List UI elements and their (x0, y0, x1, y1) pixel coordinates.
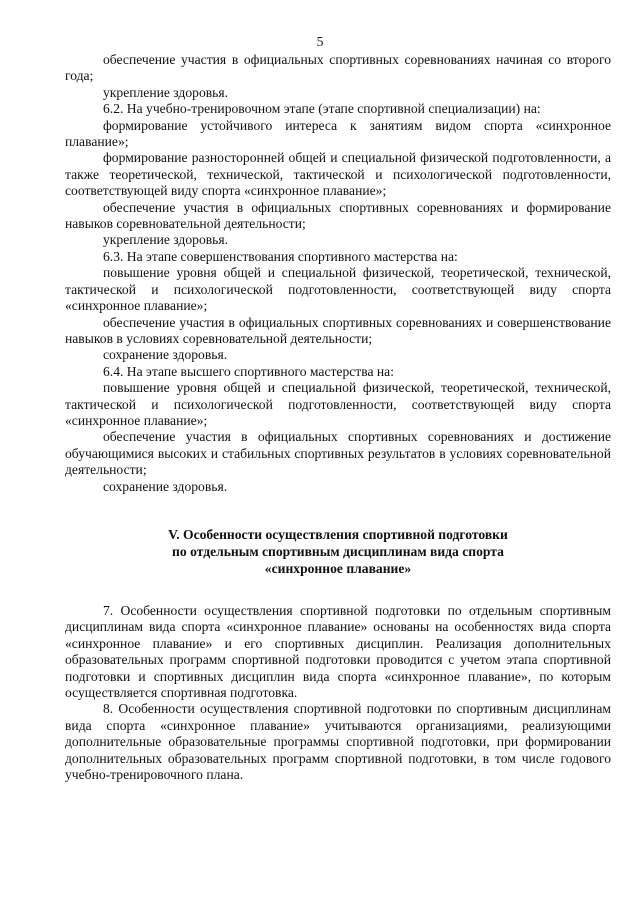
paragraph: обеспечение участия в официальных спортивных соревнованиях и достижение обучающимися высоких и стабильных спортивных результатов в условиях соревновательной деятельности; (65, 429, 611, 478)
section-heading-line: V. Особенности осуществления спортивной подготовки (168, 526, 508, 542)
paragraph: укрепление здоровья. (103, 84, 229, 100)
paragraph: 6.2. На учебно-тренировочном этапе (этапе спортивной специализации) на: (103, 101, 541, 117)
paragraph: укрепление здоровья. (103, 232, 229, 248)
paragraph: 8. Особенности осуществления спортивной подготовки по спортивным дисциплинам вида спорта «синхронное плавание» учитываются организациями, реализующими дополнительные образовательные программы спортивной подготовки, при формировании дополнительных образовательных программ спортивной подготовки, в том числе годового учебно-тренировочного плана. (65, 701, 611, 783)
section-heading-line: «синхронное плавание» (264, 560, 412, 576)
paragraph: сохранение здоровья. (103, 478, 228, 494)
paragraph: обеспечение участия в официальных спортивных соревнованиях и формирование навыков соревновательной деятельности; (65, 199, 611, 232)
paragraph: обеспечение участия в официальных спортивных соревнованиях начиная со второго года; (65, 52, 611, 84)
paragraph: 6.3. На этапе совершенствования спортивного мастерства на: (103, 248, 458, 264)
paragraph: повышение уровня общей и специальной физической, теоретической, технической, тактической и психологической подготовленности, соответствующей виду спорта «синхронное плавание»; (65, 380, 611, 428)
paragraph: формирование разносторонней общей и специальной физической подготовленности, а также теоретической, технической, тактической и психологической подготовленности, соответствующей виду спорта «синхронное плавание»; (65, 150, 611, 199)
section-heading-line: по отдельным спортивным дисциплинам вида спорта (172, 543, 504, 559)
paragraph: 6.4. На этапе высшего спортивного мастерства на: (103, 363, 394, 379)
paragraph: обеспечение участия в официальных спортивных соревнованиях и совершенствование навыков в условиях соревновательной деятельности; (65, 314, 611, 346)
paragraph: формирование устойчивого интереса к занятиям видом спорта «синхронное плавание»; (65, 117, 611, 150)
paragraph: повышение уровня общей и специальной физической, теоретической, технической, тактической и психологической подготовленности, соответствующей виду спорта «синхронное плавание»; (65, 265, 611, 314)
document-body (65, 52, 611, 783)
paragraph: сохранение здоровья. (103, 347, 228, 363)
paragraph: 7. Особенности осуществления спортивной подготовки по отдельным спортивным дисциплинам вида спорта «синхронное плавание» основаны на особенностях вида спорта «синхронное плавание» и его спортивных дисциплин. Реализация дополнительных образовательных программ спортивной подготовки проводится с учетом этапа спортивной подготовки и спортивных дисциплин вида спорта «синхронное плавание», по которым осуществляется спортивная подготовка. (65, 602, 611, 700)
page-number: 5 (316, 34, 324, 49)
section-heading (65, 526, 611, 577)
